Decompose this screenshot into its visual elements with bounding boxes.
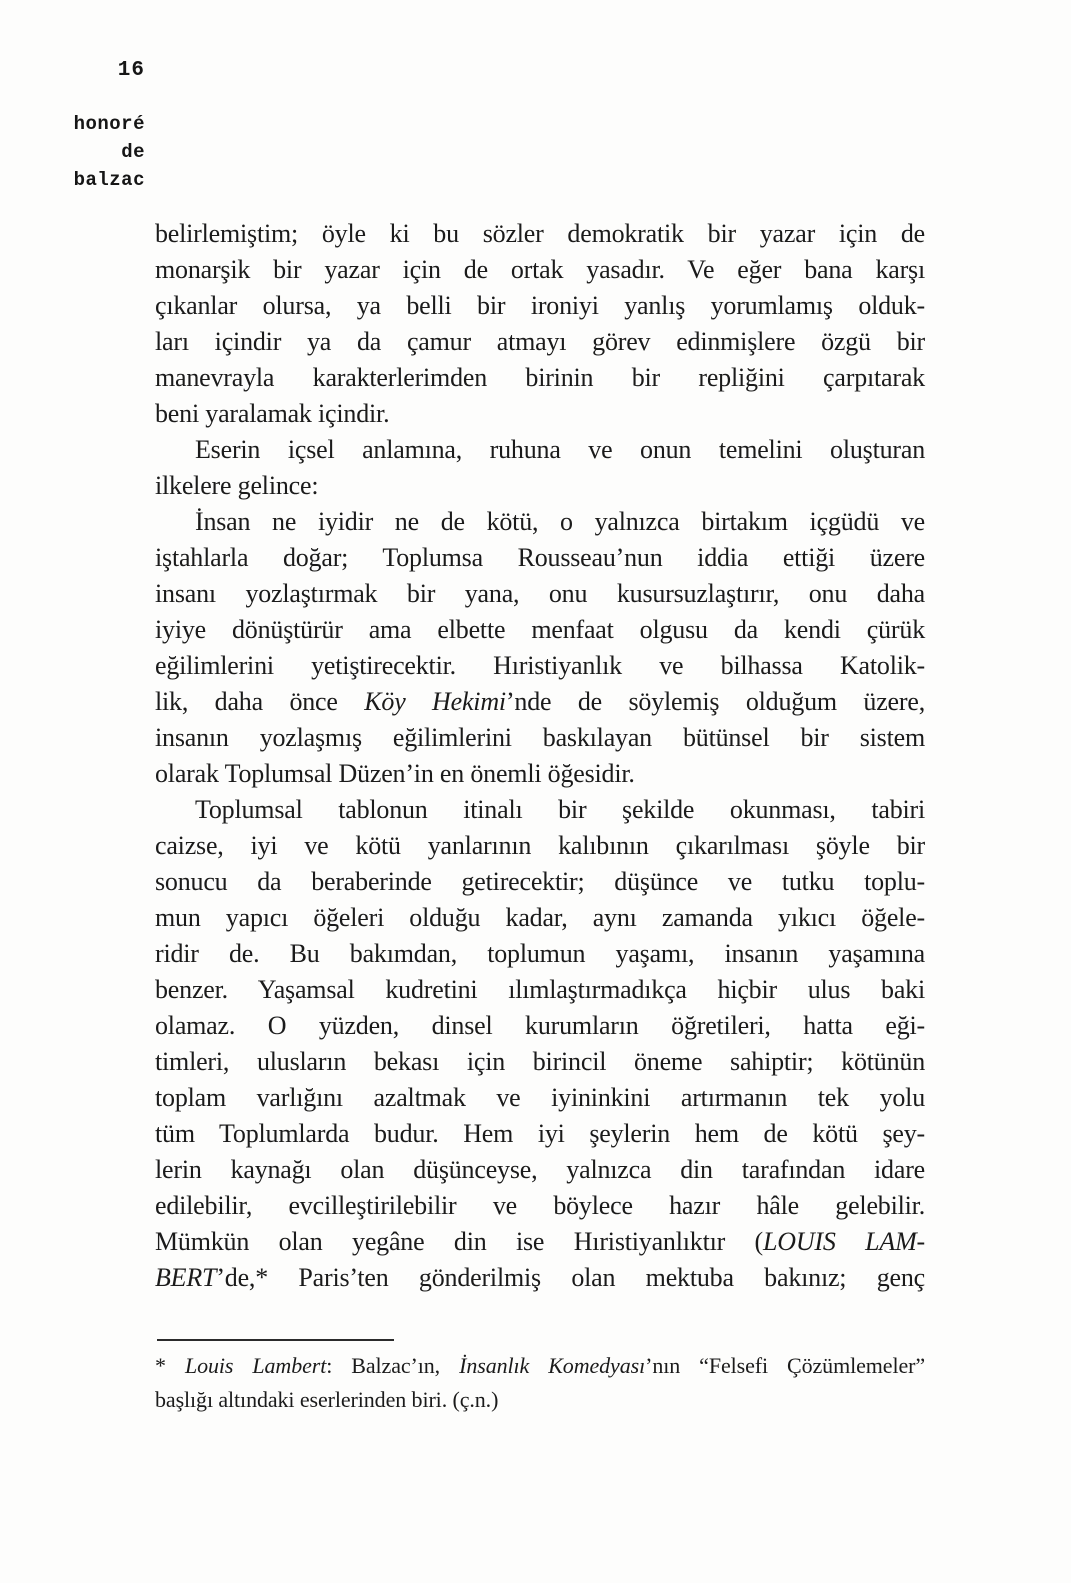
text-line: toplam varlığını azaltmak ve iyininkini artırmanın tek yolu xyxy=(155,1083,925,1112)
text-line: timleri, ulusların bekası için birincil öneme sahiptir; kötünün xyxy=(155,1047,925,1076)
text-line: iştahlarla doğar; Toplumsa Rousseau’nun iddia ettiği üzere xyxy=(155,543,925,572)
text-line: çıkanlar olursa, ya belli bir ironiyi yanlış yorumlamış olduk- xyxy=(155,291,925,320)
text-line: edilebilir, evcilleştirilebilir ve böylece hazır hâle gelebilir. xyxy=(155,1191,925,1220)
text-line: İnsan ne iyidir ne de kötü, o yalnızca birtakım içgüdü ve xyxy=(195,507,925,536)
text-line: Eserin içsel anlamına, ruhuna ve onun temelini oluşturan xyxy=(195,435,925,464)
text-line: Toplumsal tablonun itinalı bir şekilde okunması, tabiri xyxy=(195,795,925,824)
text-line: lik, daha önce Köy Hekimi’nde de söylemiş olduğum üzere, xyxy=(155,687,926,716)
text-line: beni yaralamak içindir. xyxy=(155,399,390,428)
running-header-line: honoré xyxy=(73,113,145,135)
text-line: olarak Toplumsal Düzen’in en önemli öğesidir. xyxy=(155,759,635,788)
text-line: eğilimlerini yetiştirecektir. Hıristiyanlık ve bilhassa Katolik- xyxy=(155,651,925,680)
text-line: insanın yozlaşmış eğilimlerini baskılayan bütünsel bir sistem xyxy=(155,723,925,752)
page-header xyxy=(0,58,145,194)
text-line: manevrayla karakterlerimden birinin bir repliğini çarpıtarak xyxy=(155,363,925,392)
text-line: iyiye dönüştürür ama elbette menfaat olgusu da kendi çürük xyxy=(155,615,925,644)
text-line: başlığı altındaki eserlerinden biri. (ç.n.) xyxy=(155,1387,499,1412)
text-line: ları içindir ya da çamur atmayı görev edinmişlere özgü bir xyxy=(155,327,925,356)
running-header-line: de xyxy=(121,141,145,163)
text-line: monarşik bir yazar için de ortak yasadır. Ve eğer bana karşı xyxy=(155,255,925,284)
body-text xyxy=(155,216,925,1296)
text-line: mun yapıcı öğeleri olduğu kadar, aynı zamanda yıkıcı öğele- xyxy=(155,903,925,932)
text-line: insanı yozlaştırmak bir yana, onu kusursuzlaştırır, onu daha xyxy=(155,579,925,608)
text-line: * Louis Lambert: Balzac’ın, İnsanlık Komedyası’nın “Felsefi Çözümlemeler” xyxy=(155,1353,926,1378)
text-line: BERT’de,* Paris’ten gönderilmiş olan mektuba bakınız; genç xyxy=(155,1263,925,1292)
text-line: belirlemiştim; öyle ki bu sözler demokratik bir yazar için de xyxy=(155,219,925,248)
footnote-rule xyxy=(157,1339,394,1341)
text-line: tüm Toplumlarda budur. Hem iyi şeylerin hem de kötü şey- xyxy=(155,1119,925,1148)
text-line: ridir de. Bu bakımdan, toplumun yaşamı, insanın yaşamına xyxy=(155,939,925,968)
text-line: olamaz. O yüzden, dinsel kurumların öğretileri, hatta eği- xyxy=(155,1011,925,1040)
footnote xyxy=(155,1349,925,1417)
running-header xyxy=(0,110,145,194)
text-line: sonucu da beraberinde getirecektir; düşünce ve tutku toplu- xyxy=(155,867,925,896)
running-header-line: balzac xyxy=(73,169,145,191)
text-line: Mümkün olan yegâne din ise Hıristiyanlıktır (LOUIS LAM- xyxy=(155,1227,925,1256)
text-line: ilkelere gelince: xyxy=(155,471,319,500)
page-number: 16 xyxy=(117,59,145,82)
text-line: benzer. Yaşamsal kudretini ılımlaştırmadıkça hiçbir ulus baki xyxy=(155,975,925,1004)
text-line: lerin kaynağı olan düşünceyse, yalnızca din tarafından idare xyxy=(155,1155,925,1184)
text-line: caizse, iyi ve kötü yanlarının kalıbının çıkarılması şöyle bir xyxy=(155,831,925,860)
